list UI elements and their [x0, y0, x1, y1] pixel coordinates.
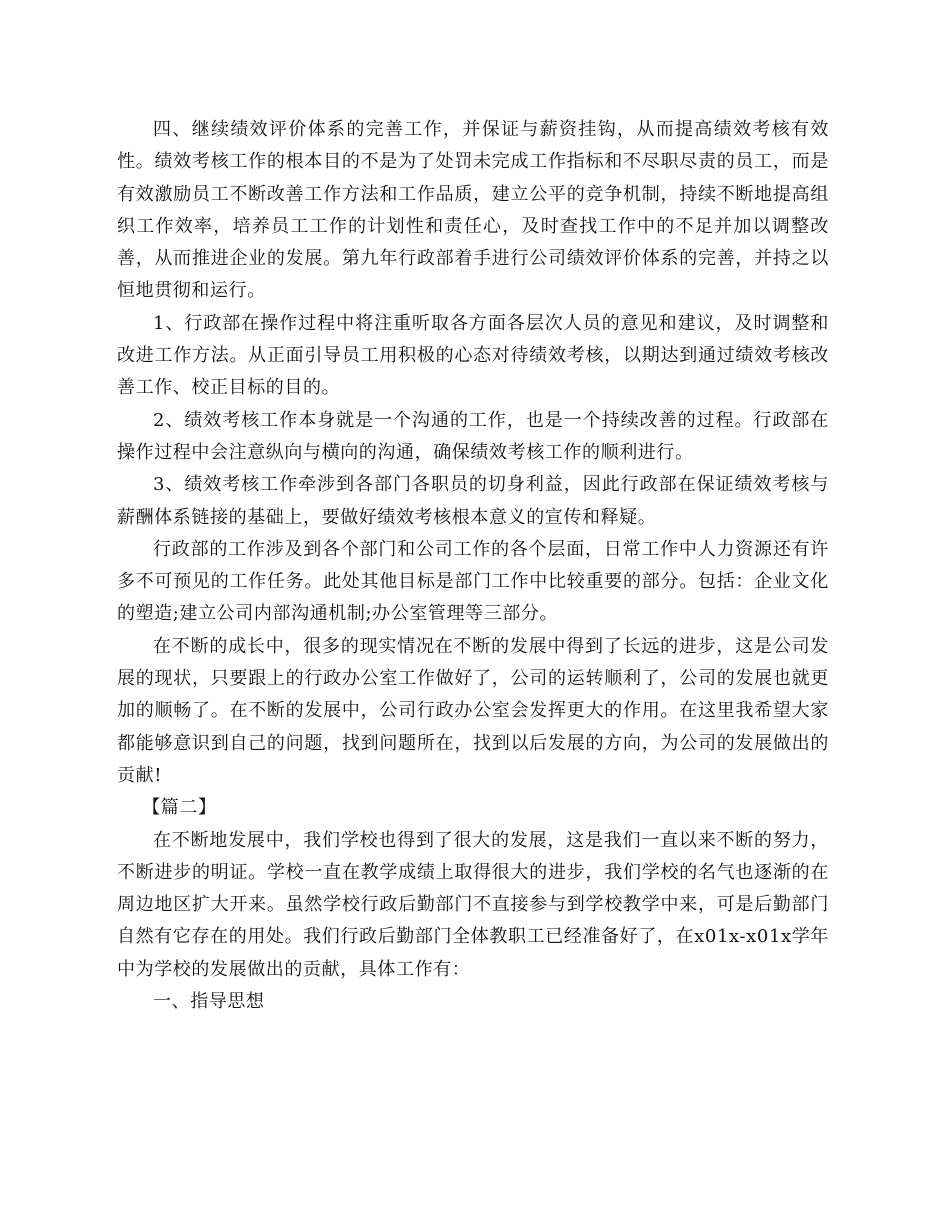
- paragraph-school-intro: 在不断地发展中，我们学校也得到了很大的发展，这是我们一直以来不断的努力，不断进步的明证。学校一直在教学成绩上取得很大的进步，我们学校的名气也逐渐的在周边地区扩大开来。虽然学校行政后勤部门不直接参与到学校教学中来，可是后勤部门自然有它存在的用处。我们行政后勤部门全体教职工已经准备好了，在x01x-x01x学年中为学校的发展做出的贡献，具体工作有：: [117, 829, 829, 980]
- document-page: [117, 114, 829, 1018]
- paragraph-point-3: 3、绩效考核工作牵涉到各部门各职员的切身利益，因此行政部在保证绩效考核与薪酬体系链接的基础上，要做好绩效考核根本意义的宣传和释疑。: [117, 474, 829, 528]
- paragraph-other-goals: 行政部的工作涉及到各个部门和公司工作的各个层面，日常工作中人力资源还有许多不可预见的工作任务。此处其他目标是部门工作中比较重要的部分。包括：企业文化的塑造;建立公司内部沟通机制;办公室管理等三部分。: [117, 538, 829, 625]
- paragraph-conclusion: 在不断的成长中，很多的现实情况在不断的发展中得到了长远的进步，这是公司发展的现状，只要跟上的行政办公室工作做好了，公司的运转顺利了，公司的发展也就更加的顺畅了。在不断的发展中，公司行政办公室会发挥更大的作用。在这里我希望大家都能够意识到自己的问题，找到问题所在，找到以后发展的方向，为公司的发展做出的贡献!: [117, 635, 829, 786]
- paragraph-performance-system: 四、继续绩效评价体系的完善工作，并保证与薪资挂钩，从而提高绩效考核有效性。绩效考核工作的根本目的不是为了处罚未完成工作指标和不尽职尽责的员工，而是有效激励员工不断改善工作方法和工作品质，建立公平的竞争机制，持续不断地提高组织工作效率，培养员工工作的计划性和责任心，及时查找工作中的不足并加以调整改善，从而推进企业的发展。第九年行政部着手进行公司绩效评价体系的完善，并持之以恒地贯彻和运行。: [117, 119, 829, 302]
- subheading-guiding-thought: 一、指导思想: [153, 991, 265, 1013]
- paragraph-point-1: 1、行政部在操作过程中将注重听取各方面各层次人员的意见和建议，及时调整和改进工作方法。从正面引导员工用积极的心态对待绩效考核，以期达到通过绩效考核改善工作、校正目标的目的。: [117, 312, 829, 399]
- section-heading: 【篇二】: [142, 797, 217, 819]
- paragraph-point-2: 2、绩效考核工作本身就是一个沟通的工作，也是一个持续改善的过程。行政部在操作过程中会注意纵向与横向的沟通，确保绩效考核工作的顺利进行。: [117, 409, 829, 463]
